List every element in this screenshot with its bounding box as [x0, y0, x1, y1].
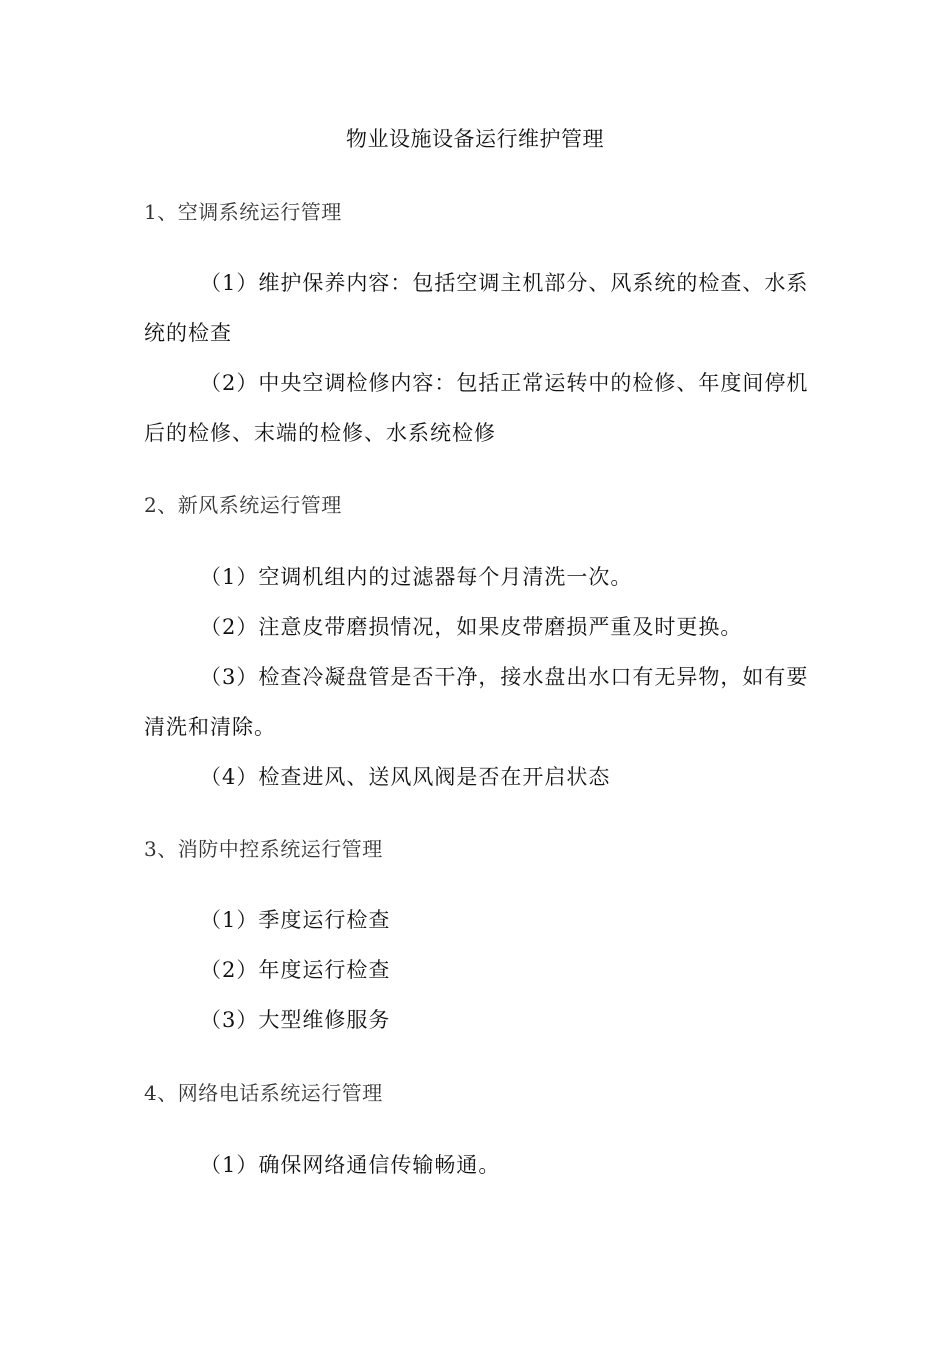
- section-heading-4: 4、网络电话系统运行管理: [144, 1081, 383, 1105]
- section-3-item-3: （3）大型维修服务: [200, 1008, 391, 1032]
- section-heading-2: 2、新风系统运行管理: [144, 493, 342, 517]
- section-3-item-2: （2）年度运行检查: [200, 958, 391, 982]
- section-1-item-1: （1）维护保养内容：包括空调主机部分、风系统的检查、水系统的检查: [144, 271, 809, 345]
- section-1-item-2: （2）中央空调检修内容：包括正常运转中的检修、年度间停机后的检修、末端的检修、水系统检修: [144, 371, 809, 445]
- section-4-item-1: （1）确保网络通信传输畅通。: [200, 1153, 501, 1177]
- section-2-item-3: （3）检查冷凝盘管是否干净，接水盘出水口有无异物，如有要清洗和清除。: [144, 665, 809, 739]
- section-3-item-1: （1）季度运行检查: [200, 908, 391, 932]
- section-2-item-1: （1）空调机组内的过滤器每个月清洗一次。: [200, 565, 633, 589]
- section-2-item-2: （2）注意皮带磨损情况，如果皮带磨损严重及时更换。: [200, 615, 743, 639]
- section-heading-3: 3、消防中控系统运行管理: [144, 837, 383, 861]
- section-heading-1: 1、空调系统运行管理: [144, 200, 342, 224]
- document-title: 物业设施设备运行维护管理: [346, 127, 604, 151]
- section-2-item-4: （4）检查进风、送风风阀是否在开启状态: [200, 765, 611, 789]
